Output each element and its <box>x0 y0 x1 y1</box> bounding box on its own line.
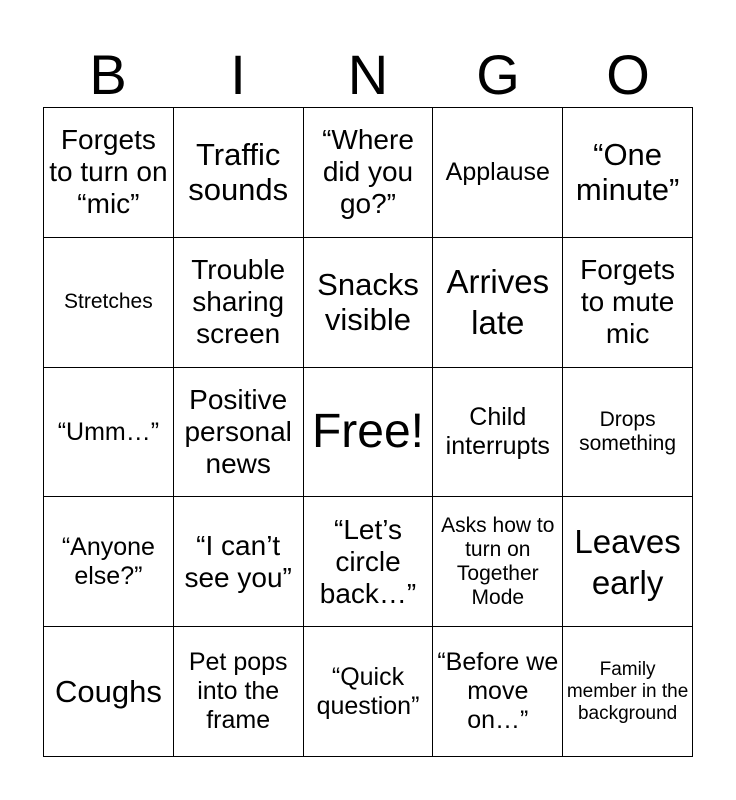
header-letter-b: B <box>89 43 127 106</box>
bingo-grid <box>43 107 693 757</box>
header-letter-g: G <box>476 43 520 106</box>
bingo-cell[interactable] <box>433 368 563 498</box>
bingo-cell[interactable] <box>304 238 434 368</box>
bingo-cell[interactable] <box>563 368 693 498</box>
bingo-cell[interactable] <box>44 108 174 238</box>
bingo-cell[interactable] <box>174 108 304 238</box>
bingo-cell[interactable] <box>563 238 693 368</box>
cell-text: Forgets to mute mic <box>580 253 676 350</box>
cell-text: Applause <box>445 158 550 187</box>
bingo-cell[interactable] <box>563 627 693 757</box>
cell-text: “One minute” <box>575 136 680 208</box>
bingo-cell[interactable] <box>44 627 174 757</box>
bingo-cell[interactable] <box>563 108 693 238</box>
cell-text: Asks how to turn on Together Mode <box>441 513 555 609</box>
cell-text: Traffic sounds <box>188 136 289 208</box>
cell-text: “I can’t see you” <box>184 529 292 593</box>
cell-text: “Where did you go?” <box>322 124 414 220</box>
header-letter-n: N <box>347 43 389 106</box>
bingo-cell[interactable] <box>44 368 174 498</box>
bingo-cell[interactable] <box>174 627 304 757</box>
cell-text: Snacks visible <box>317 266 419 338</box>
cell-text: Coughs <box>54 673 162 709</box>
bingo-cell[interactable] <box>174 497 304 627</box>
bingo-cell[interactable] <box>304 497 434 627</box>
bingo-cell[interactable] <box>44 238 174 368</box>
bingo-header <box>43 44 693 106</box>
bingo-cell[interactable] <box>44 497 174 627</box>
cell-text: Positive personal news <box>184 383 292 480</box>
cell-text: Forgets to turn on “mic” <box>49 124 168 220</box>
bingo-cell[interactable] <box>433 108 563 238</box>
cell-text: Stretches <box>64 290 153 314</box>
bingo-cell[interactable] <box>174 238 304 368</box>
cell-text: Family member in the background <box>566 658 689 724</box>
bingo-cell[interactable] <box>433 497 563 627</box>
cell-text: Arrives late <box>446 262 550 342</box>
cell-text: Child interrupts <box>445 403 550 460</box>
cell-text: “Before we move on…” <box>437 648 559 734</box>
bingo-cell[interactable] <box>304 627 434 757</box>
bingo-cell[interactable] <box>304 108 434 238</box>
cell-text: Pet pops into the frame <box>188 648 288 734</box>
cell-text: Trouble sharing screen <box>191 253 286 350</box>
bingo-cell[interactable] <box>433 238 563 368</box>
header-letter-o: O <box>606 43 650 106</box>
bingo-cell[interactable] <box>174 368 304 498</box>
cell-text: “Quick question” <box>316 662 420 720</box>
cell-text: “Anyone else?” <box>61 533 155 590</box>
free-space-text: Free! <box>311 405 424 459</box>
cell-text: Drops something <box>579 407 677 455</box>
bingo-cell[interactable] <box>433 627 563 757</box>
cell-text: “Umm…” <box>57 417 160 446</box>
header-letter-i: I <box>230 43 246 106</box>
cell-text: Leaves early <box>574 522 681 601</box>
bingo-cell[interactable] <box>563 497 693 627</box>
bingo-cell-free[interactable] <box>304 368 434 498</box>
cell-text: “Let’s circle back…” <box>319 513 417 609</box>
